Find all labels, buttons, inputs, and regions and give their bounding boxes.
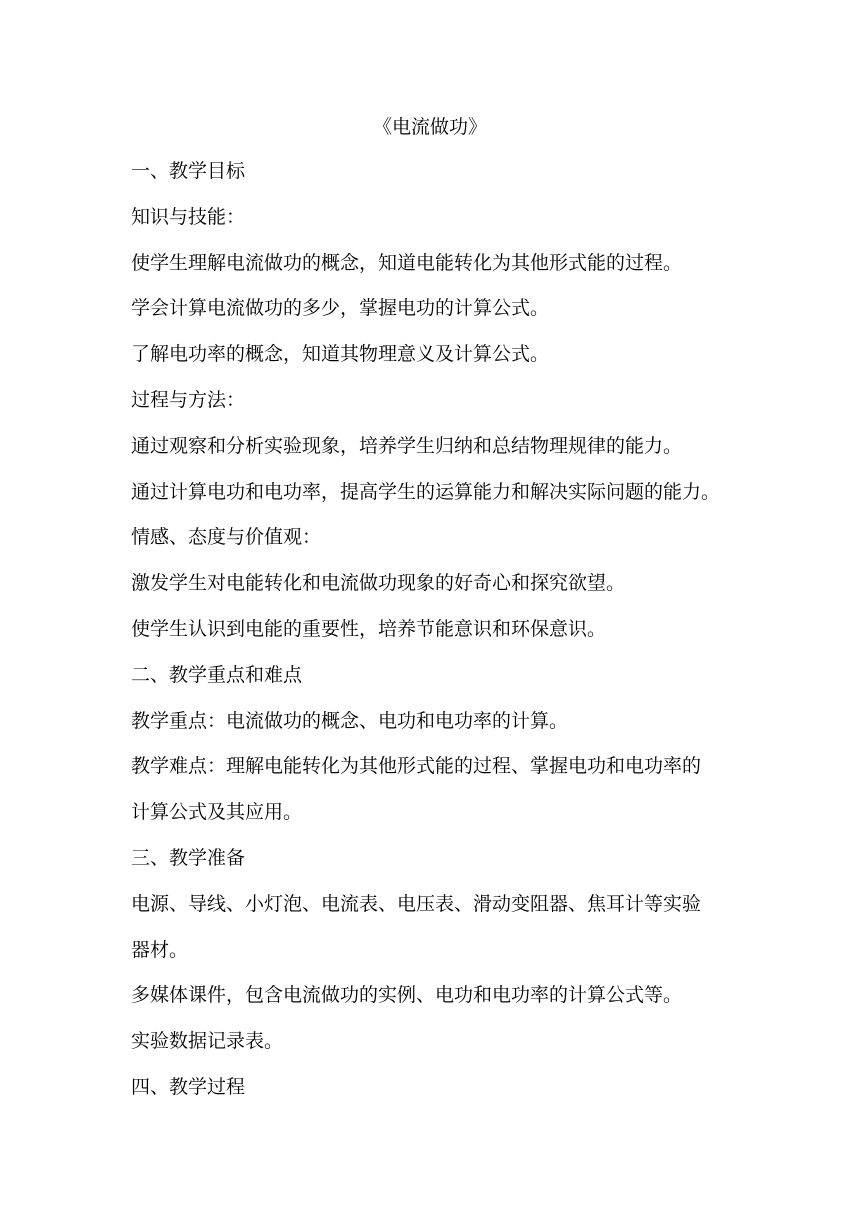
paragraph-line: 教学难点：理解电能转化为其他形式能的过程、掌握电功和电功率的	[131, 755, 702, 778]
paragraph-line: 通过计算电功和电功率，提高学生的运算能力和解决实际问题的能力。	[131, 480, 721, 503]
paragraph-line: 通过观察和分析实验现象，培养学生归纳和总结物理规律的能力。	[131, 434, 683, 457]
paragraph-line: 电源、导线、小灯泡、电流表、电压表、滑动变阻器、焦耳计等实验	[131, 892, 702, 915]
subheading-knowledge-skills: 知识与技能：	[131, 205, 246, 228]
document-title: 《电流做功》	[372, 116, 487, 138]
paragraph-line: 计算公式及其应用。	[131, 801, 303, 824]
section-heading-key-points: 二、教学重点和难点	[131, 663, 303, 686]
paragraph-line: 多媒体课件，包含电流做功的实例、电功和电功率的计算公式等。	[131, 984, 683, 1007]
section-heading-teaching-process: 四、教学过程	[131, 1075, 246, 1098]
paragraph-line: 学会计算电流做功的多少，掌握电功的计算公式。	[131, 297, 550, 320]
paragraph-line: 教学重点：电流做功的概念、电功和电功率的计算。	[131, 709, 569, 732]
subheading-emotion-values: 情感、态度与价值观：	[131, 526, 322, 549]
paragraph-line: 实验数据记录表。	[131, 1030, 284, 1053]
section-heading-teaching-goals: 一、教学目标	[131, 160, 246, 182]
paragraph-line: 使学生认识到电能的重要性，培养节能意识和环保意识。	[131, 617, 607, 640]
paragraph-line: 激发学生对电能转化和电流做功现象的好奇心和探究欲望。	[131, 572, 626, 595]
paragraph-line: 器材。	[131, 938, 189, 961]
subheading-process-methods: 过程与方法：	[131, 388, 246, 411]
paragraph-line: 使学生理解电流做功的概念，知道电能转化为其他形式能的过程。	[131, 251, 683, 274]
paragraph-line: 了解电功率的概念，知道其物理意义及计算公式。	[131, 343, 550, 366]
section-heading-preparation: 三、教学准备	[131, 846, 246, 869]
document-body	[131, 156, 751, 1118]
